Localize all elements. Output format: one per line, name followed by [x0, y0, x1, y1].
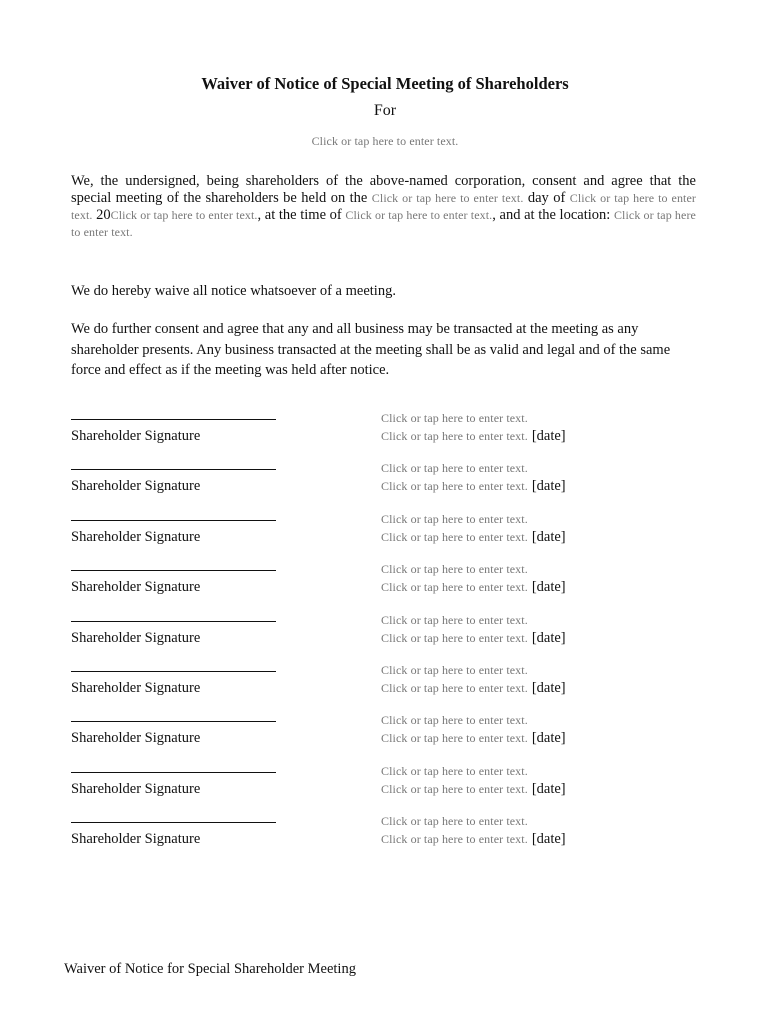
signature-line[interactable]	[71, 822, 276, 823]
intro-text-2: day of	[523, 190, 570, 206]
date-tag: [date]	[531, 629, 566, 646]
signature-date-field[interactable]: Click or tap here to enter text.	[381, 529, 528, 544]
signature-date-field[interactable]: Click or tap here to enter text.	[381, 580, 528, 595]
meeting-month-field[interactable]: Click or tap here to enter text.	[71, 191, 696, 222]
signature-label: Shareholder Signature	[71, 478, 201, 495]
signature-label: Shareholder Signature	[71, 680, 201, 696]
page-footer: Waiver of Notice for Special Shareholder Meeting	[64, 961, 356, 977]
date-row	[381, 578, 566, 596]
for-label: For	[373, 102, 397, 119]
date-tag: [date]	[531, 428, 566, 444]
signature-line[interactable]	[71, 520, 276, 521]
meeting-time-field[interactable]: Click or tap here to enter text.	[345, 208, 493, 222]
placeholder-text[interactable]: Click or tap here to enter text.	[311, 134, 459, 148]
signature-block	[71, 713, 711, 759]
signature-line[interactable]	[71, 671, 276, 672]
date-row	[381, 528, 566, 546]
signature-block	[71, 562, 711, 608]
date-row	[381, 679, 566, 697]
signature-date-field[interactable]: Click or tap here to enter text.	[381, 479, 528, 494]
shareholder-name-field[interactable]: Click or tap here to enter text.	[381, 713, 528, 728]
signature-label: Shareholder Signature	[71, 629, 201, 646]
signature-label: Shareholder Signature	[71, 428, 201, 444]
date-tag: [date]	[531, 730, 566, 747]
shareholder-name-field[interactable]: Click or tap here to enter text.	[381, 461, 528, 476]
signature-line[interactable]	[71, 469, 276, 470]
signature-label: Shareholder Signature	[71, 579, 201, 596]
signature-label: Shareholder Signature	[71, 780, 201, 797]
signature-date-field[interactable]: Click or tap here to enter text.	[381, 429, 528, 443]
shareholder-name-field[interactable]: Click or tap here to enter text.	[381, 511, 528, 526]
signature-date-field[interactable]: Click or tap here to enter text.	[381, 731, 528, 746]
shareholder-name-field[interactable]: Click or tap here to enter text.	[381, 814, 528, 829]
document-title: Waiver of Notice of Special Meeting of Shareholders	[201, 74, 569, 93]
signature-block	[71, 411, 711, 457]
shareholder-name-field[interactable]: Click or tap here to enter text.	[381, 612, 528, 627]
intro-text-5: , and at the location:	[492, 207, 614, 223]
signature-block	[71, 764, 711, 810]
date-tag: [date]	[531, 478, 566, 495]
meeting-year-field[interactable]: Click or tap here to enter text.	[110, 208, 258, 222]
meeting-location-field[interactable]: Click or tap here to enter text.	[71, 208, 696, 239]
shareholder-name-field[interactable]: Click or tap here to enter text.	[381, 411, 528, 425]
signature-date-field[interactable]: Click or tap here to enter text.	[381, 630, 528, 645]
intro-text-3: 20	[92, 207, 111, 223]
date-row	[381, 629, 566, 647]
date-tag: [date]	[531, 528, 566, 545]
signature-line[interactable]	[71, 721, 276, 722]
meeting-day-field[interactable]: Click or tap here to enter text.	[371, 191, 524, 205]
intro-text-4: , at the time of	[257, 207, 346, 223]
date-tag: [date]	[531, 579, 566, 596]
signature-block	[71, 613, 711, 659]
intro-text-1: We, the undersigned, being shareholders of the above-named corporation, consent and agree that the special meeting of the shareholders be held on the	[71, 173, 696, 206]
signature-block	[71, 461, 711, 507]
date-tag: [date]	[531, 831, 566, 848]
waiver-paragraph: We do hereby waive all notice whatsoever of a meeting.	[71, 283, 396, 299]
signature-block	[71, 663, 711, 709]
date-row	[381, 427, 566, 445]
shareholder-name-field[interactable]: Click or tap here to enter text.	[381, 663, 528, 677]
corporation-name-field[interactable]	[0, 132, 770, 150]
date-tag: [date]	[531, 680, 566, 696]
shareholder-name-field[interactable]: Click or tap here to enter text.	[381, 562, 528, 577]
date-row	[381, 477, 566, 495]
signature-line[interactable]	[71, 621, 276, 622]
date-row	[381, 729, 566, 747]
signature-block	[71, 814, 711, 860]
date-row	[381, 830, 566, 848]
consent-paragraph: We do further consent and agree that any and all business may be transacted at the meeting as any shareholder presents. Any business transacted at the meeting shall be as valid and legal and of the same force and effect as if the meeting was held after notice.	[71, 321, 671, 378]
signature-date-field[interactable]: Click or tap here to enter text.	[381, 832, 528, 847]
intro-paragraph	[71, 173, 696, 241]
signature-label: Shareholder Signature	[71, 831, 201, 848]
signature-line[interactable]	[71, 419, 276, 420]
signature-block	[71, 512, 711, 558]
signature-label: Shareholder Signature	[71, 730, 201, 747]
signature-date-field[interactable]: Click or tap here to enter text.	[381, 681, 528, 695]
date-row	[381, 780, 566, 798]
date-tag: [date]	[531, 780, 566, 797]
shareholder-name-field[interactable]: Click or tap here to enter text.	[381, 763, 528, 778]
signature-label: Shareholder Signature	[71, 528, 201, 545]
signature-date-field[interactable]: Click or tap here to enter text.	[381, 781, 528, 796]
signature-line[interactable]	[71, 772, 276, 773]
signature-line[interactable]	[71, 570, 276, 571]
